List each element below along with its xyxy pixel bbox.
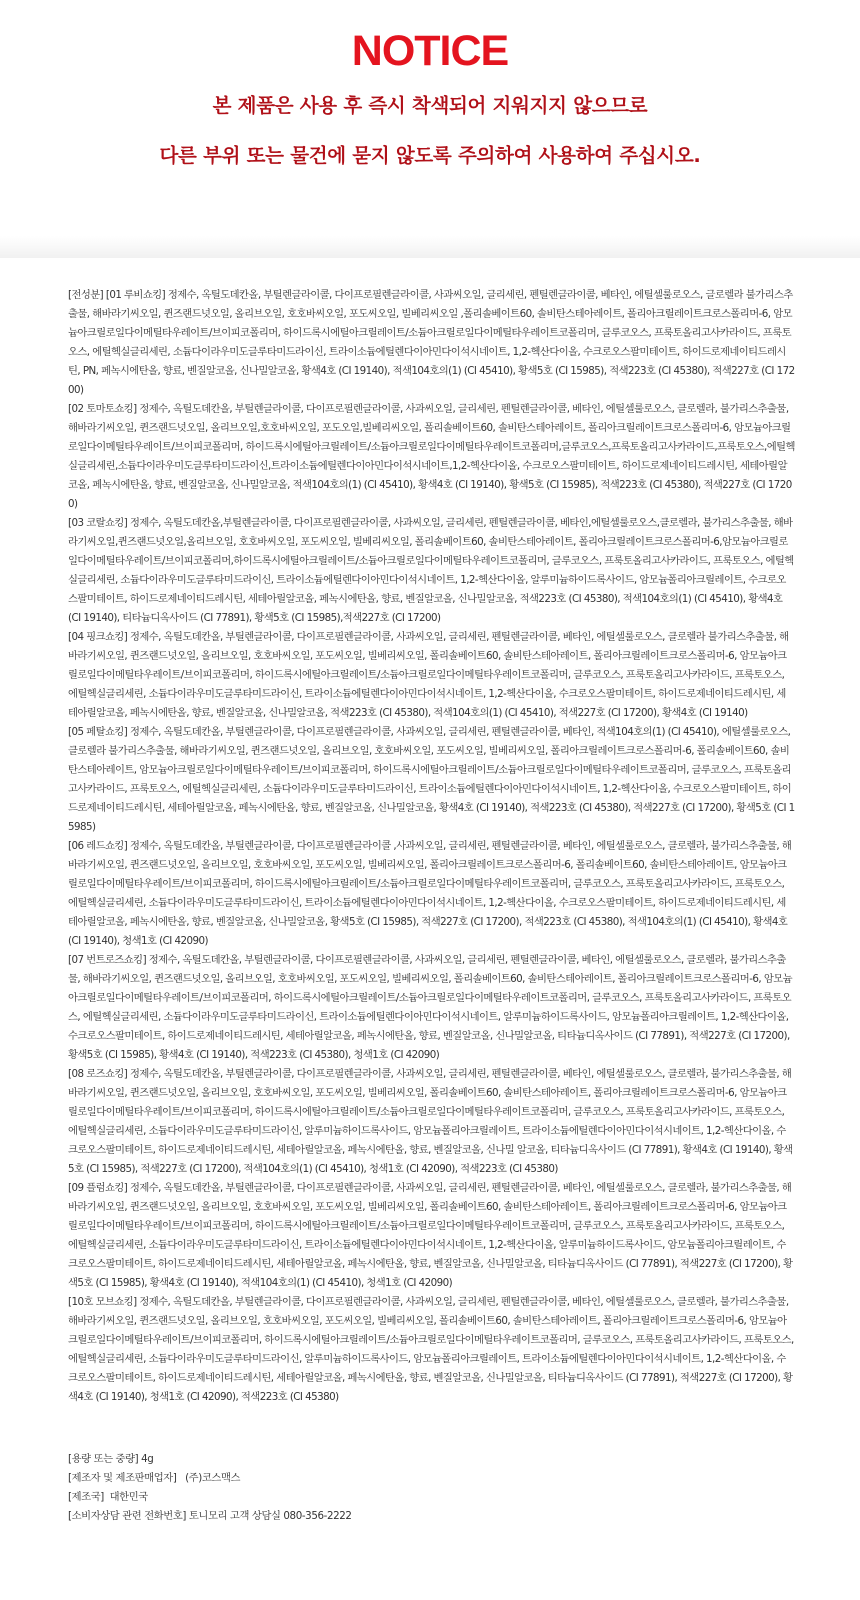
notice-warning-line-2: 다른 부위 또는 물건에 묻지 않도록 주의하여 사용하여 주십시오. <box>159 144 701 167</box>
ingredients-rose-shocking: [08 로즈쇼킹] 정제수, 옥틸도데칸올, 부틸렌글라이콜, 다이프로필렌글라이콜, 사과씨오일, 글리세린, 펜틸렌글라이콜, 베타인, 에틸셀룰로오스, 클로렐라, 불가리스추출물, 해바라기씨오일, 퀸즈랜드넛오일, 올리브오일, 호호바씨오일, 포도씨오일, 빌베리씨오일, 폴리솔베이트60, 솔비탄스테아레이트, 폴리아크릴레이트크로스폴리머-6, 암모늄아크릴로일다이메틸타우레이트/브이피코폴리머, 하이드록시에틸아크릴레이트/소듐아크릴로일다이메틸타우레이트코폴리머, 글루코오스, 프룩토올리고사카라이드, 프룩토오스, 에틸헥실글리세린, 소듐다이라우미도글루타미드라이신, 알루미늄하이드록사이드, 암모늄폴리아크릴레이트, 트라이소듐에틸렌다이아민다이석시네이트, 1,2-헥산다이올, 수크로오스팔미테이트, 하이드로제네이티드레시틴, 세테아릴알코올, 페녹시에탄올, 향료, 벤질알코올, 신나밀 알코올, 티타늄디옥사이드 (CI 77891), 황색4호 (CI 19140), 황색5호 (CI 15985), 적색227호 (CI 17200), 적색104호의(1) (CI 45410), 청색1호 (CI 42090), 적색223호 (CI 45380) <box>68 1068 793 1175</box>
ingredients-coral-shocking: [03 코랄쇼킹] 정제수, 옥틸도데칸올,부틸렌글라이콜, 다이프로필렌글라이콜, 사과씨오일, 글리세린, 펜틸렌글라이콜, 베타인,에틸셀룰로오스,클로렐라, 불가리스추출물, 해바라기씨오일,퀸즈랜드넛오일,올리브오일, 호호바씨오일, 포도씨오일, 빌베리씨오일, 폴리솔베이트60, 솔비탄스테아레이트, 폴리아크릴레이트크로스폴리머-6,암모늄아크릴로일다이메틸타우레이트/브이피코폴리머,하이드록시에틸아크릴레이트/소듐아크릴로일다이메틸타우레이트코폴리머, 글루코오스, 프룩토올리고사카라이드, 프룩토오스, 에틸헥실글리세린, 소듐다이라우미도글루타미드라이신, 트라이소듐에틸렌다이아민다이석시네이트, 1,2-헥산다이올, 알루미늄하이드록사이드, 암모늄폴리아크릴레이트, 수크로오스팔미테이트, 하이드로제네이티드레시틴, 세테아릴알코올, 페녹시에탄올, 향료, 벤질알코올, 신나밀알코올, 적색223호 (CI 45380), 적색104호의(1) (CI 45410), 황색4호 (CI 19140), 티타늄디옥사이드 (CI 77891), 황색5호 (CI 15985),적색227호 (CI 17200) <box>68 517 794 624</box>
country-info: [제조국] 대한민국 <box>68 1491 148 1503</box>
manufacturer-info: [제조자 및 제조판매업자] (주)코스맥스 <box>68 1472 241 1484</box>
product-info <box>68 1450 795 1526</box>
ingredients-tomato-shocking: [02 토마토쇼킹] 정제수, 옥틸도데칸올, 부틸렌글라이콜, 다이프로필렌글라이콜, 사과씨오일, 글리세린, 펜틸렌글라이콜, 베타인, 에틸셀룰로오스, 클로렐라, 불가리스추출물, 해바라기씨오일, 퀸즈랜드넛오일, 올리브오일,호호바씨오일, 포도오일,빌베리씨오일, 폴리솔베이트60, 솔비탄스테아레이트, 폴리아크릴레이트크로스폴리머-6, 암모늄아크릴로일다이메틸타우레이트/브이피코폴리머, 하이드록시에틸아크릴레이트/소듐아크릴로일다이메틸타우레이트코폴리머,글루코오스,프룩토올리고사카라이드,프룩토오스,에틸헥실글리세린,소듐다이라우미도글루타미드라이신,트라이소듐에틸렌다이아민다이석시네이트,1,2-헥산다이올, 수크로오스팔미테이트, 하이드로제네이티드레시틴, 세테아릴알코올, 페녹시에탄올, 향료, 벤질알코올, 신나밀알코올, 적색104호의(1) (CI 45410), 황색4호 (CI 19140), 황색5호 (CI 15985), 적색223호 (CI 45380), 적색227호 (CI 17200) <box>68 403 795 510</box>
notice-section <box>0 0 860 232</box>
ingredients-pink-shocking: [04 핑크쇼킹] 정제수, 옥틸도데칸올, 부틸렌글라이콜, 다이프로필렌글라이콜, 사과씨오일, 글리세린, 펜틸렌글라이콜, 베타인, 에틸셀룰로오스, 클로렐라 불가리스추출물, 해바라기씨오일, 퀸즈랜드넛오일, 올리브오일, 호호바씨오일, 포도씨오일, 빌베리씨오일, 폴리솔베이트60, 솔비탄스테아레이트, 폴리아크릴레이트크로스폴리머-6, 암모늄아크릴로일다이메틸타우레이트/브이피코폴리머, 하이드록시에틸아크릴레이트/소듐아크릴로일다이메틸타우레이트코폴리머, 글루코오스, 프룩토올리고사카라이드, 프룩토오스, 에틸헥실글리세린, 소듐다이라우미도글루타미드라이신, 트라이소듐에틸렌다이아민다이석시네이트, 1,2-헥산다이올, 수크로오스팔미테이트, 하이드로제네이티드레시틴, 세테아릴알코올, 페녹시에탄올, 향료, 벤질알코올, 신나밀알코올, 적색223호 (CI 45380), 적색104호의(1) (CI 45410), 적색227호 (CI 17200), 황색4호 (CI 19140) <box>68 631 789 719</box>
ingredients-list <box>68 286 795 1407</box>
notice-title: NOTICE <box>351 27 509 75</box>
volume-info: [용량 또는 중량] 4g <box>68 1453 154 1465</box>
ingredients-petal-shocking: [05 페탈쇼킹] 정제수, 옥틸도데칸올, 부틸렌글라이콜, 다이프로필렌글라이콜, 사과씨오일, 글리세린, 펜틸렌글라이콜, 베타인, 적색104호의(1) (CI 45410), 에틸셀룰로오스, 클로렐라 불가리스추출물, 해바라기씨오일, 퀸즈랜드넛오일, 올리브오일, 호호바씨오일, 포도씨오일, 빌베리씨오일, 폴리아크릴레이트크로스폴리머-6, 폴리솔베이트60, 솔비탄스테아레이트, 암모늄아크릴로일다이메틸타우레이트/브이피코폴리머, 하이드록시에틸아크릴레이트/소듐아크릴로일다이메틸타우레이트코폴리머, 글루코오스, 프룩토올리고사카라이드, 프룩토오스, 에틸헥실글리세린, 소듐다이라우미도글루타미드라이신, 트라이소듐에틸렌다이아민다이석시네이트, 1,2-헥산다이올, 수크로오스팔미테이트, 하이드로제네이티드레시틴, 세테아릴알코올, 페녹시에탄올, 향료, 벤질알코올, 신나밀알코올, 황색4호 (CI 19140), 적색223호 (CI 45380), 적색227호 (CI 17200), 황색5호 (CI 15985) <box>68 726 795 833</box>
ingredients-plum-shocking: [09 플럼쇼킹] 정제수, 옥틸도데칸올, 부틸렌글라이콜, 다이프로필렌글라이콜, 사과씨오일, 글리세린, 펜틸렌글라이콜, 베타인, 에틸셀룰로오스, 클로렐라, 불가리스추출물, 해바라기씨오일, 퀸즈랜드넛오일, 올리브오일, 호호바씨오일, 포도씨오일, 빌베리씨오일, 폴리솔베이트60, 솔비탄스테아레이트, 폴리아크릴레이트크로스폴리머-6, 암모늄아크릴로일다이메틸타우레이트/브이피코폴리머, 하이드록시에틸아크릴레이트/소듐아크릴로일다이메틸타우레이트코폴리머, 글루코오스, 프룩토올리고사카라이드, 프룩토오스, 에틸헥실글리세린, 소듐다이라우미도글루타미드라이신, 트라이소듐에틸렌다이아민다이석시네이트, 1,2-헥산다이올, 알루미늄하이드록사이드, 암모늄폴리아크릴레이트, 수크로오스팔미테이트, 하이드로제네이티드레시틴, 세테아릴알코올, 페녹시에탄올, 향료, 벤질알코올, 신나밀알코올, 티타늄디옥사이드 (CI 77891), 적색227호 (CI 17200), 황색5호 (CI 15985), 황색4호 (CI 19140), 적색104호의(1) (CI 45410), 청색1호 (CI 42090) <box>68 1182 793 1289</box>
ingredients-red-shocking: [06 레드쇼킹] 정제수, 옥틸도데칸올, 부틸렌글라이콜, 다이프로필렌글라이콜 ,사과씨오일, 글리세린, 펜틸렌글라이콜, 베타인, 에틸셀룰로오스, 클로렐라, 불가리스추출물, 해바라기씨오일, 퀸즈랜드넛오일, 올리브오일, 호호바씨오일, 포도씨오일, 빌베리씨오일, 폴리아크릴레이트크로스폴리머-6, 폴리솔베이트60, 솔비탄스테아레이트, 암모늄아크릴로일다이메틸타우레이트/브이피코폴리머, 하이드록시에틸아크릴레이트/소듐아크릴로일다이메틸타우레이트코폴리머, 글루코오스, 프룩토올리고사카라이드, 프룩토오스, 에틸헥실글리세린, 소듐다이라우미도글루타미드라이신, 트라이소듐에틸렌다이아민다이석시네이트, 1,2-헥산다이올, 수크로오스팔미테이트, 하이드로제네이티드레시틴, 세테아릴알코올, 페녹시에탄올, 향료, 벤질알코올, 신나밀알코올, 황색5호 (CI 15985), 적색227호 (CI 17200), 적색223호 (CI 45380), 적색104호의(1) (CI 45410), 황색4호 (CI 19140), 청색1호 (CI 42090) <box>68 840 792 947</box>
contact-info: [소비자상담 관련 전화번호] 토니모리 고객 상담실 080-356-2222 <box>68 1510 352 1522</box>
section-divider <box>0 236 860 258</box>
ingredients-burnt-rose-shocking: [07 번트로즈쇼킹] 정제수, 옥틸도데칸올, 부틸렌글라이콜, 다이프로필렌글라이콜, 사과씨오일, 글리세린, 펜틸렌글라이콜, 베타인, 에틸셀룰로오스, 클로렐라, 불가리스추출물, 해바라기씨오일, 퀸즈랜드넛오일, 올리브오일, 호호바씨오일, 포도씨오일, 빌베리씨오일, 폴리솔베이트60, 솔비탄스테아레이트, 폴리아크릴레이트크로스폴리머-6, 암모늄아크릴로일다이메틸타우레이트/브이피코폴리머, 하이드록시에틸아크릴레이트/소듐아크릴로일다이메틸타우레이트코폴리머, 글루코오스, 프룩토올리고사카라이드, 프룩토오스, 에틸헥실글리세린, 소듐다이라우미도글루타미드라이신, 트라이소듐에틸렌다이아민다이석시네이트, 알루미늄하이드록사이드, 암모늄폴리아크릴레이트, 1,2-헥산다이올, 수크로오스팔미테이트, 하이드로제네이티드레시틴, 세테아릴알코올, 페녹시에탄올, 향료, 벤질알코올, 신나밀알코올, 티타늄디옥사이드 (CI 77891), 적색227호 (CI 17200), 황색5호 (CI 15985), 황색4호 (CI 19140), 적색223호 (CI 45380), 청색1호 (CI 42090) <box>68 954 793 1061</box>
ingredients-mauve-shocking: [10호 모브쇼킹] 정제수, 옥틸도데칸올, 부틸렌글라이콜, 다이프로필렌글라이콜, 사과씨오일, 글리세린, 펜틸렌글라이콜, 베타인, 에틸셀룰로오스, 클로렐라, 불가리스추출물, 해바라기씨오일, 퀸즈랜드넛오일, 올리브오일, 호호바씨오일, 포도씨오일, 빌베리씨오일, 폴리솔베이트60, 솔비탄스테아레이트, 폴리아크릴레이트크로스폴리머-6, 암모늄아크릴로일다이메틸타우레이트/브이피코폴리머, 하이드록시에틸아크릴레이트/소듐아크릴로일다이메틸타우레이트코폴리머, 글루코오스, 프룩토올리고사카라이드, 프룩토오스, 에틸헥실글리세린, 소듐다이라우미도글루타미드라이신, 알루미늄하이드록사이드, 암모늄폴리아크릴레이트, 트라이소듐에틸렌다이아민다이석시네이트, 1,2-헥산다이올, 수크로오스팔미테이트, 하이드로제네이티드레시틴, 세테아릴알코올, 페녹시에탄올, 향료, 벤질알코올, 신나밀알코올, 티타늄디옥사이드 (CI 77891), 적색227호 (CI 17200), 황색4호 (CI 19140), 청색1호 (CI 42090), 적색223호 (CI 45380) <box>68 1296 794 1403</box>
notice-warning-line-1: 본 제품은 사용 후 즉시 착색되어 지워지지 않으므로 <box>212 94 648 117</box>
ingredients-ruby-shocking: [전성분] [01 루비쇼킹] 정제수, 옥틸도데칸올, 부틸렌글라이콜, 다이프로필렌글라이콜, 사과씨오일, 글리세린, 펜틸렌글라이콜, 베타인, 에틸셀룰로오스, 글로렐라 불가리스추출물, 해바라기씨오일, 퀸즈랜드넛오일, 올리브오일, 호호바씨오일, 포도씨오일, 빌베리씨오일 ,폴리솔베이트60, 솔비탄스테아레이트, 폴리아크릴레이트크로스폴리머-6, 암모늄아크릴로일다이메틸타우레이트/브이피코폴리머, 하이드록시에틸아크릴레이트/소듐아크릴로일다이메틸타우레이트코폴리머, 글루코오스, 프룩토올리고사카라이드, 프룩토오스, 에틸헥실글리세린, 소듐다이라우미도글루타미드라이신, 트라이소듐에틸렌다이아민다이석시네이트, 1,2-헥산다이올, 수크로오스팔미테이트, 하이드로제네이티드레시틴, PN, 페녹시에탄올, 향료, 벤질알코올, 신나밀알코올, 황색4호 (CI 19140), 적색104호의(1) (CI 45410), 황색5호 (CI 15985), 적색223호 (CI 45380), 적색227호 (CI 17200) <box>68 289 795 396</box>
